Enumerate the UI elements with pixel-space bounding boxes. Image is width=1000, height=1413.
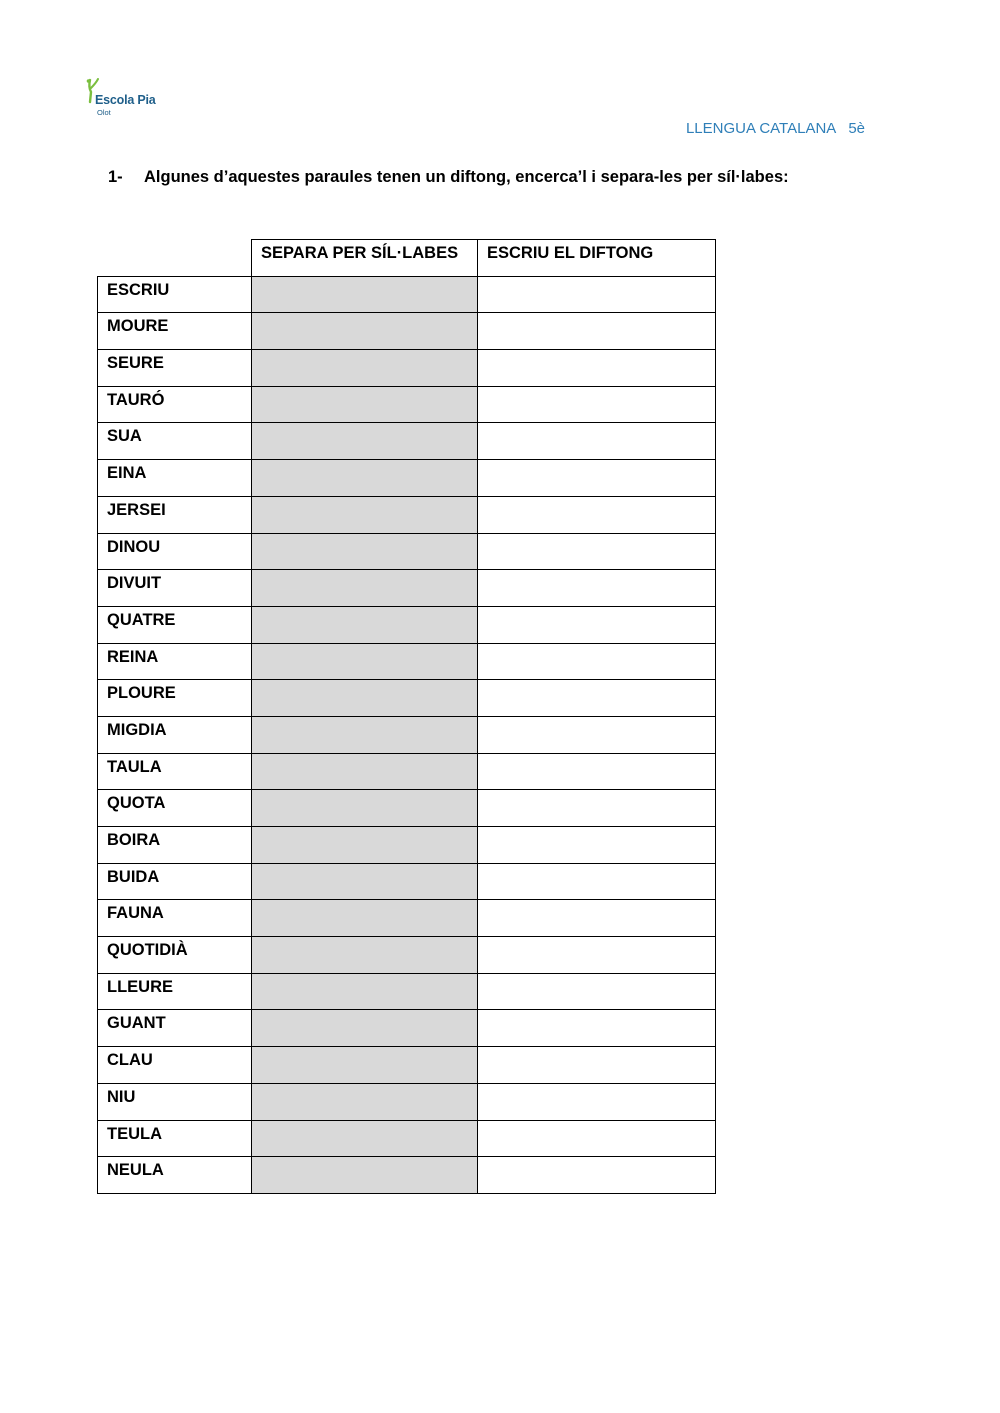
syllables-answer-cell[interactable] xyxy=(252,276,478,313)
word-cell: MIGDIA xyxy=(98,716,252,753)
syllables-answer-cell[interactable] xyxy=(252,1047,478,1084)
syllables-answer-cell[interactable] xyxy=(252,496,478,533)
syllables-answer-cell[interactable] xyxy=(252,1157,478,1194)
syllables-answer-cell[interactable] xyxy=(252,570,478,607)
syllables-answer-cell[interactable] xyxy=(252,606,478,643)
word-cell: ESCRIU xyxy=(98,276,252,313)
header-blank-cell xyxy=(98,240,252,277)
table-row xyxy=(98,460,716,497)
table-row xyxy=(98,386,716,423)
word-cell: PLOURE xyxy=(98,680,252,717)
table-row xyxy=(98,900,716,937)
table-row xyxy=(98,753,716,790)
diphthong-answer-cell[interactable] xyxy=(478,533,716,570)
diphthong-answer-cell[interactable] xyxy=(478,680,716,717)
word-cell: EINA xyxy=(98,460,252,497)
word-cell: QUOTA xyxy=(98,790,252,827)
word-cell: DINOU xyxy=(98,533,252,570)
syllables-answer-cell[interactable] xyxy=(252,973,478,1010)
diphthong-answer-cell[interactable] xyxy=(478,570,716,607)
word-cell: QUOTIDIÀ xyxy=(98,937,252,974)
word-cell: TAULA xyxy=(98,753,252,790)
word-cell: SEURE xyxy=(98,350,252,387)
table-row xyxy=(98,1010,716,1047)
diphthong-answer-cell[interactable] xyxy=(478,1010,716,1047)
diphthong-answer-cell[interactable] xyxy=(478,313,716,350)
word-cell: SUA xyxy=(98,423,252,460)
school-logo xyxy=(86,78,176,122)
question-instruction xyxy=(108,168,789,187)
table-row xyxy=(98,350,716,387)
syllables-answer-cell[interactable] xyxy=(252,900,478,937)
question-number: 1- xyxy=(108,168,123,186)
syllables-answer-cell[interactable] xyxy=(252,423,478,460)
diphthong-answer-cell[interactable] xyxy=(478,863,716,900)
syllables-answer-cell[interactable] xyxy=(252,863,478,900)
table-row xyxy=(98,716,716,753)
header-diphthong: ESCRIU EL DIFTONG xyxy=(478,240,716,277)
table-row xyxy=(98,606,716,643)
diphthong-answer-cell[interactable] xyxy=(478,606,716,643)
table-row xyxy=(98,1120,716,1157)
word-cell: REINA xyxy=(98,643,252,680)
question-text: Algunes d’aquestes paraules tenen un diftong, encerca’l i separa-les per síl·labes: xyxy=(144,168,789,186)
syllables-answer-cell[interactable] xyxy=(252,533,478,570)
word-cell: NEULA xyxy=(98,1157,252,1194)
word-cell: MOURE xyxy=(98,313,252,350)
table-row xyxy=(98,643,716,680)
diphthong-answer-cell[interactable] xyxy=(478,276,716,313)
table-row xyxy=(98,1083,716,1120)
grade-label: 5è xyxy=(848,120,865,137)
diphthong-answer-cell[interactable] xyxy=(478,496,716,533)
word-cell: QUATRE xyxy=(98,606,252,643)
diphthong-answer-cell[interactable] xyxy=(478,790,716,827)
word-cell: NIU xyxy=(98,1083,252,1120)
word-cell: CLAU xyxy=(98,1047,252,1084)
header-syllables: SEPARA PER SÍL·LABES xyxy=(252,240,478,277)
diphthong-answer-cell[interactable] xyxy=(478,753,716,790)
diphthong-answer-cell[interactable] xyxy=(478,827,716,864)
table-row xyxy=(98,937,716,974)
table-row xyxy=(98,533,716,570)
table-row xyxy=(98,496,716,533)
word-cell: LLEURE xyxy=(98,973,252,1010)
syllables-answer-cell[interactable] xyxy=(252,1010,478,1047)
subject-header xyxy=(686,120,865,137)
diphthong-answer-cell[interactable] xyxy=(478,643,716,680)
diphthong-answer-cell[interactable] xyxy=(478,1083,716,1120)
table-row xyxy=(98,680,716,717)
syllables-answer-cell[interactable] xyxy=(252,716,478,753)
diphthong-answer-cell[interactable] xyxy=(478,423,716,460)
syllables-answer-cell[interactable] xyxy=(252,643,478,680)
syllables-answer-cell[interactable] xyxy=(252,313,478,350)
diphthong-answer-cell[interactable] xyxy=(478,386,716,423)
syllables-answer-cell[interactable] xyxy=(252,350,478,387)
word-cell: FAUNA xyxy=(98,900,252,937)
table-row xyxy=(98,570,716,607)
syllables-answer-cell[interactable] xyxy=(252,460,478,497)
diphthong-answer-cell[interactable] xyxy=(478,900,716,937)
word-cell: TAURÓ xyxy=(98,386,252,423)
diphthong-answer-cell[interactable] xyxy=(478,350,716,387)
word-cell: DIVUIT xyxy=(98,570,252,607)
table-row xyxy=(98,423,716,460)
syllables-answer-cell[interactable] xyxy=(252,827,478,864)
word-cell: BOIRA xyxy=(98,827,252,864)
table-row xyxy=(98,313,716,350)
table-row xyxy=(98,863,716,900)
syllables-answer-cell[interactable] xyxy=(252,790,478,827)
word-cell: GUANT xyxy=(98,1010,252,1047)
syllables-answer-cell[interactable] xyxy=(252,680,478,717)
logo-subtitle: Olot xyxy=(97,108,111,117)
table-row xyxy=(98,276,716,313)
diphthong-answer-cell[interactable] xyxy=(478,1120,716,1157)
word-cell: BUIDA xyxy=(98,863,252,900)
diphthong-answer-cell[interactable] xyxy=(478,937,716,974)
logo-name: Escola Pia xyxy=(95,93,156,107)
diphthong-answer-cell[interactable] xyxy=(478,716,716,753)
table-row xyxy=(98,1047,716,1084)
diphthong-answer-cell[interactable] xyxy=(478,973,716,1010)
syllables-answer-cell[interactable] xyxy=(252,753,478,790)
syllables-answer-cell[interactable] xyxy=(252,1083,478,1120)
diphthong-answer-cell[interactable] xyxy=(478,1157,716,1194)
syllables-answer-cell[interactable] xyxy=(252,386,478,423)
table-row xyxy=(98,790,716,827)
word-cell: JERSEI xyxy=(98,496,252,533)
table-row xyxy=(98,973,716,1010)
syllable-table xyxy=(97,239,716,1194)
word-cell: TEULA xyxy=(98,1120,252,1157)
syllables-answer-cell[interactable] xyxy=(252,937,478,974)
diphthong-answer-cell[interactable] xyxy=(478,1047,716,1084)
table-row xyxy=(98,1157,716,1194)
syllables-answer-cell[interactable] xyxy=(252,1120,478,1157)
subject-name: LLENGUA CATALANA xyxy=(685,120,837,137)
table-header-row xyxy=(98,240,716,277)
diphthong-answer-cell[interactable] xyxy=(478,460,716,497)
table-row xyxy=(98,827,716,864)
